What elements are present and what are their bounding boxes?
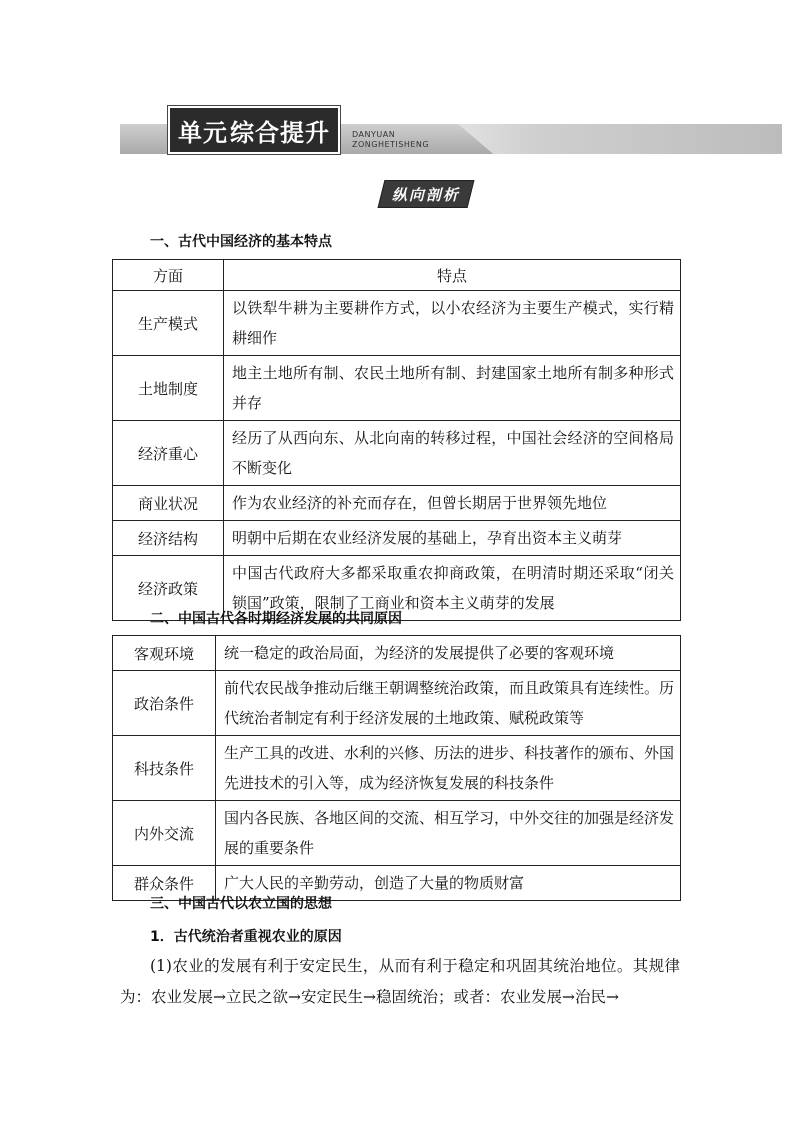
row-detail: 统一稳定的政治局面，为经济的发展提供了必要的客观环境 [216,636,681,671]
section3-subheading: 1．古代统治者重视农业的原因 [150,929,342,945]
banner-subtitle-line1: DANYUAN [352,130,396,139]
banner-title-part2: 综合提升 [230,118,330,147]
banner-subtitle [352,130,429,150]
row-aspect: 生产模式 [113,291,224,356]
table-row [113,736,681,801]
header-aspect: 方面 [113,260,224,291]
section-badge-label: 纵向剖析 [391,185,460,204]
table-header-row [113,260,681,291]
economy-features-table [112,259,681,621]
banner-title-part1: 单元 [178,118,228,147]
table-row [113,671,681,736]
row-detail: 国内各民族、各地区间的交流、相互学习，中外交往的加强是经济发展的重要条件 [216,801,681,866]
table-row [113,636,681,671]
row-detail: 地主土地所有制、农民土地所有制、封建国家土地所有制多种形式并存 [224,356,681,421]
row-detail: 前代农民战争推动后继王朝调整统治政策，而且政策具有连续性。历代统治者制定有利于经济发展的土地政策、赋税政策等 [216,671,681,736]
row-aspect: 政治条件 [113,671,216,736]
banner-title [168,106,340,154]
row-aspect: 经济政策 [113,556,224,621]
section1-heading: 一、古代中国经济的基本特点 [150,234,332,250]
row-detail: 明朝中后期在农业经济发展的基础上，孕育出资本主义萌芽 [224,521,681,556]
header-feature: 特点 [224,260,681,291]
table-row [113,486,681,521]
row-aspect: 经济重心 [113,421,224,486]
table-row [113,356,681,421]
row-aspect: 科技条件 [113,736,216,801]
row-detail: 生产工具的改进、水利的兴修、历法的进步、科技著作的颁布、外国先进技术的引入等，成为经济恢复发展的科技条件 [216,736,681,801]
section3-heading: 三、中国古代以农立国的思想 [150,896,332,912]
row-aspect: 群众条件 [113,866,216,901]
row-aspect: 土地制度 [113,356,224,421]
table-row [113,521,681,556]
banner-subtitle-line2: ZONGHETISHENG [352,140,430,149]
unit-banner [120,106,782,154]
row-detail: 以铁犁牛耕为主要耕作方式，以小农经济为主要生产模式，实行精耕细作 [224,291,681,356]
table-row [113,421,681,486]
row-aspect: 客观环境 [113,636,216,671]
row-aspect: 商业状况 [113,486,224,521]
row-detail: 经历了从西向东、从北向南的转移过程，中国社会经济的空间格局不断变化 [224,421,681,486]
row-detail: 中国古代政府大多都采取重农抑商政策，在明清时期还采取“闭关锁国”政策，限制了工商业和资本主义萌芽的发展 [224,556,681,621]
common-causes-table [112,635,681,901]
row-aspect: 内外交流 [113,801,216,866]
section3-paragraph: (1)农业的发展有利于安定民生，从而有利于稳定和巩固其统治地位。其规律为：农业发展→立民之欲→安定民生→稳固统治；或者：农业发展→治民→ [120,957,680,1006]
row-detail: 作为农业经济的补充而存在，但曾长期居于世界领先地位 [224,486,681,521]
table-row [113,801,681,866]
table-row [113,291,681,356]
section-badge [378,180,475,208]
row-detail: 广大人民的辛勤劳动，创造了大量的物质财富 [216,866,681,901]
row-aspect: 经济结构 [113,521,224,556]
section2-heading: 二、中国古代各时期经济发展的共同原因 [150,611,402,627]
